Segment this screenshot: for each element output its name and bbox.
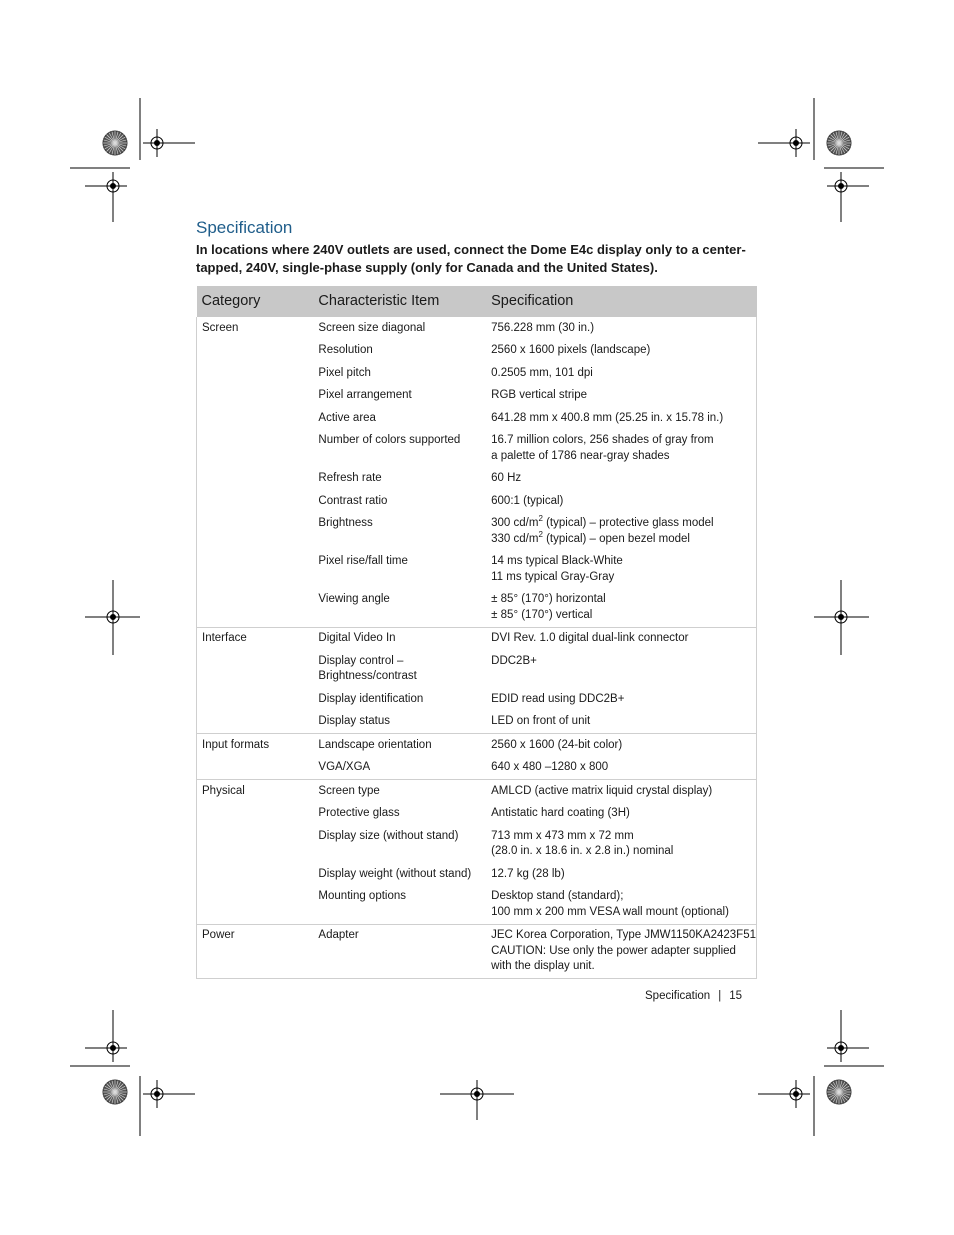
specification-value: 641.28 mm x 400.8 mm (25.25 in. x 15.78 in.) [491,411,724,424]
header-category: Category [197,286,314,317]
characteristic-cell [313,688,486,711]
category-cell [197,407,314,430]
table-header-row [197,286,757,317]
specification-cell [486,490,756,513]
specification-text [491,784,756,800]
specification-text [491,494,756,510]
specification-text [491,692,756,708]
specification-cell [486,513,756,551]
specification-text [491,608,756,624]
characteristic-text: Refresh rate [318,472,382,484]
specification-cell [486,317,756,340]
table-row [197,734,757,757]
table-row [197,407,757,430]
characteristic-text: Display size (without stand) [318,829,459,842]
specification-text [491,944,756,960]
characteristic-cell [313,803,486,826]
specification-value: 713 mm x 473 mm x 72 mm [491,829,634,842]
characteristic-text: Screen size diagonal [318,321,426,334]
specification-value: 640 x 480 –1280 x 800 [491,761,609,773]
specification-text [491,433,756,449]
characteristic-text: Protective glass [318,807,400,819]
specification-text [491,928,756,944]
characteristic-text: Contrast ratio [318,494,388,507]
category-cell: Input formats [197,734,314,757]
category-cell: Power [197,924,314,979]
specification-value: 60 Hz [491,472,522,484]
specification-value: ± 85° (170°) vertical [491,608,593,621]
specification-text [491,570,756,586]
specification-text [491,592,756,608]
characteristic-text: Active area [318,411,376,424]
specification-cell [486,688,756,711]
characteristic-cell [313,650,486,688]
category-cell [197,430,314,468]
table-row [197,317,757,340]
category-cell [197,385,314,408]
characteristic-cell [313,340,486,363]
specification-text [491,321,756,337]
category-cell [197,863,314,886]
specification-value: RGB vertical stripe [491,389,587,401]
category-cell [197,513,314,551]
specification-value: 100 mm x 200 mm VESA wall mount (optional) [491,905,729,918]
table-row [197,468,757,491]
specification-cell [486,627,756,650]
specification-text [491,631,756,647]
category-cell: Screen [202,321,239,334]
table-row [197,513,757,551]
specification-text [491,366,756,382]
page-footer [645,990,742,1002]
specification-value-suffix: (typical) – protective glass model [542,517,714,529]
specification-cell [486,340,756,363]
table-row [197,551,757,589]
specification-value: 14 ms typical Black-White [491,555,623,567]
specification-text [491,411,756,427]
specification-value: 0.2505 mm, 101 dpi [491,366,593,379]
specification-value: JEC Korea Corporation, Type JMW1150KA2423F51 [491,929,756,941]
specification-value: a palette of 1786 near-gray shades [491,449,670,462]
category-cell [197,711,314,734]
characteristic-cell [313,825,486,863]
specification-text [491,905,756,921]
specification-value: with the display unit. [491,960,595,972]
table-row [197,688,757,711]
warning-note: In locations where 240V outlets are used, connect the Dome E4c display only to a center-tapped, 240V, single-phase supply (only for Canada and the United States). [196,242,746,275]
category-cell [197,650,314,688]
specification-value: 600:1 (typical) [491,494,564,507]
table-row [197,385,757,408]
specification-cell [486,803,756,826]
specification-text [491,529,756,548]
specification-text [491,714,756,730]
characteristic-text: Brightness [318,517,373,529]
specification-value: 2560 x 1600 (24-bit color) [491,738,623,751]
header-characteristic-item: Characteristic Item [313,286,486,317]
specification-value: 2560 x 1600 pixels (landscape) [491,344,651,356]
category-cell [197,468,314,491]
table-row [197,757,757,780]
characteristic-cell [313,711,486,734]
superscript: 2 [538,514,543,524]
category-cell [197,688,314,711]
table-row [197,627,757,650]
specification-text [491,738,756,754]
table-row [197,886,757,925]
characteristic-cell [313,551,486,589]
characteristic-cell [313,780,486,803]
characteristic-cell [313,362,486,385]
characteristic-cell [313,627,486,650]
specification-value: LED on front of unit [491,715,591,727]
specification-value: 330 cd/m [491,532,539,545]
specification-value: ± 85° (170°) horizontal [491,593,606,605]
specification-cell [486,924,756,979]
characteristic-text: Digital Video In [318,632,396,644]
table-row [197,430,757,468]
specification-value: Antistatic hard coating (3H) [491,807,630,819]
characteristic-cell [313,407,486,430]
specification-value-suffix: (typical) – open bezel model [542,532,690,545]
characteristic-text: Display control – [318,654,404,667]
footer-separator: | [718,990,722,1002]
category-cell [197,825,314,863]
characteristic-text: Mounting options [318,890,407,902]
characteristic-text: Display identification [318,692,424,705]
table-row [197,589,757,628]
category-cell [197,362,314,385]
characteristic-text: Screen type [318,784,380,797]
specification-cell [486,407,756,430]
table-row [197,650,757,688]
characteristic-cell [313,468,486,491]
specification-text [491,829,756,845]
characteristic-text: Pixel rise/fall time [318,555,408,567]
specification-value: 16.7 million colors, 256 shades of gray from [491,434,714,446]
category-cell [197,490,314,513]
specification-value: 11 ms typical Gray-Gray [491,570,615,583]
specification-cell [486,430,756,468]
characteristic-cell [313,589,486,628]
characteristic-text: Number of colors supported [318,434,461,446]
specification-cell [486,863,756,886]
characteristic-cell [313,757,486,780]
table-row [197,362,757,385]
specification-text [491,959,756,975]
specification-cell [486,551,756,589]
table-row [197,780,757,803]
page-number: 15 [729,990,743,1002]
characteristic-text: Adapter [318,929,359,941]
characteristic-text: VGA/XGA [318,761,371,773]
specification-text [491,806,756,822]
table-row [197,340,757,363]
characteristic-text: Resolution [318,344,373,356]
characteristic-cell [313,317,486,340]
specification-text [491,471,756,487]
specification-value: 756.228 mm (30 in.) [491,321,595,334]
characteristic-text: Brightness/contrast [318,670,417,682]
specification-text [491,889,756,905]
specification-cell [486,468,756,491]
specification-value: 12.7 kg (28 lb) [491,867,565,880]
header-specification: Specification [486,286,756,317]
specification-value: Desktop stand (standard); [491,890,624,902]
characteristic-cell [313,886,486,925]
specification-cell [486,757,756,780]
category-cell: Interface [197,627,314,650]
specification-text [491,760,756,776]
specification-cell [486,734,756,757]
characteristic-cell [313,863,486,886]
characteristic-cell [313,924,486,979]
specification-cell [486,362,756,385]
specification-text [491,388,756,404]
specification-cell [486,711,756,734]
category-cell [197,340,314,363]
characteristic-cell [313,490,486,513]
characteristic-cell [313,513,486,551]
table-row [197,825,757,863]
superscript: 2 [538,529,543,539]
category-cell [197,757,314,780]
table-row [197,490,757,513]
category-cell [197,589,314,628]
characteristic-text: Landscape orientation [318,738,432,751]
characteristic-text: Display weight (without stand) [318,867,472,880]
category-cell [197,803,314,826]
category-cell [197,886,314,925]
specification-cell [486,886,756,925]
specification-cell [486,589,756,628]
characteristic-text: Pixel pitch [318,366,371,379]
specification-cell [486,780,756,803]
table-row [197,863,757,886]
specification-value: DDC2B+ [491,654,537,667]
specification-cell [486,825,756,863]
specification-value: DVI Rev. 1.0 digital dual-link connector [491,632,689,644]
characteristic-text: Pixel arrangement [318,389,412,401]
specification-text [491,654,756,670]
specification-value: AMLCD (active matrix liquid crystal display) [491,784,713,797]
specification-text [491,449,756,465]
characteristic-cell [313,734,486,757]
specification-value: (28.0 in. x 18.6 in. x 2.8 in.) nominal [491,845,674,857]
specification-value: EDID read using DDC2B+ [491,692,625,705]
table-row [197,924,757,979]
specification-cell [486,650,756,688]
specification-text [491,867,756,883]
specification-cell [486,385,756,408]
specification-text [491,844,756,860]
specification-text [491,554,756,570]
section-heading: Specification [196,218,293,237]
characteristic-cell [313,430,486,468]
characteristic-text: Viewing angle [318,593,390,605]
category-cell: Physical [197,780,314,803]
specification-text [491,516,756,532]
specification-value: CAUTION: Use only the power adapter supplied [491,944,736,957]
table-row [197,803,757,826]
category-cell [197,551,314,589]
table-row [197,711,757,734]
characteristic-text: Display status [318,715,391,727]
specification-value: 300 cd/m [491,517,539,529]
specification-text [491,343,756,359]
characteristic-cell [313,385,486,408]
footer-section: Specification [645,990,711,1002]
specification-table [196,286,757,979]
